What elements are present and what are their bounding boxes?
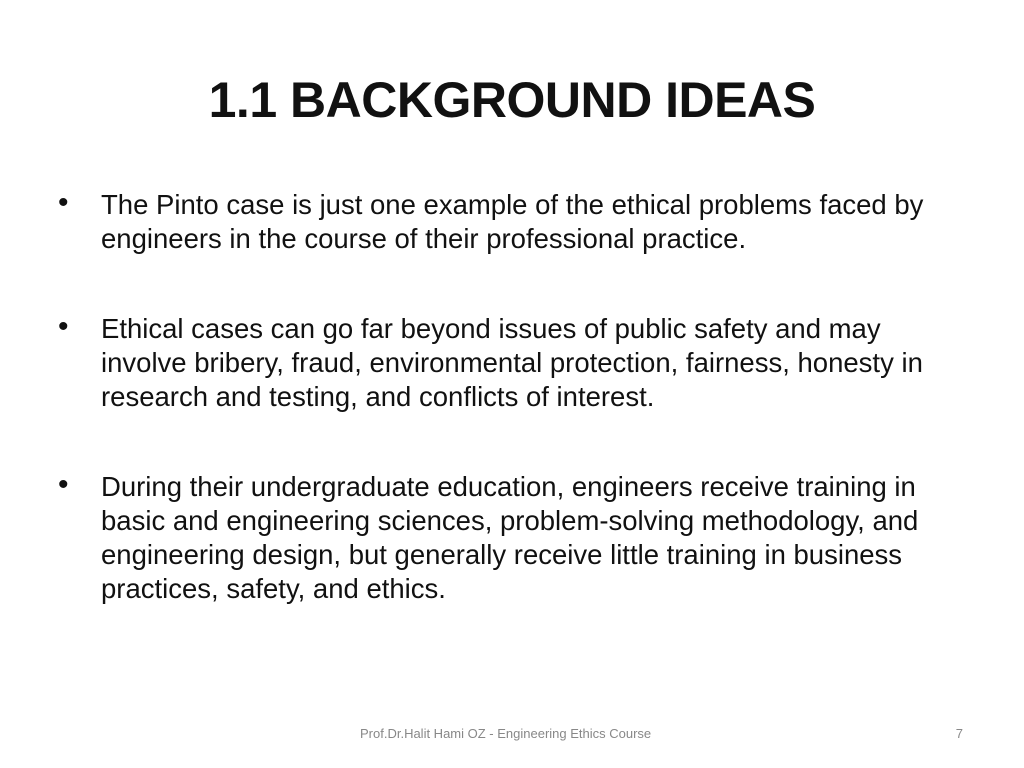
bullet-icon: • (58, 186, 69, 219)
page-number: 7 (955, 726, 963, 741)
bullet-item (58, 312, 968, 414)
slide-title: 1.1 BACKGROUND IDEAS (208, 72, 816, 128)
bullet-text: The Pinto case is just one example of the ethical problems faced by engineers in the course of their professional practice. (101, 189, 924, 254)
bullet-text: During their undergraduate education, engineers receive training in basic and engineering sciences, problem-solving methodology, and engineering design, but generally receive little training in business practices, safety, and ethics. (101, 471, 919, 604)
footer-text: Prof.Dr.Halit Hami OZ - Engineering Ethics Course (360, 726, 652, 741)
bullet-icon: • (58, 310, 69, 343)
bullet-item (58, 470, 968, 606)
bullet-icon: • (58, 468, 69, 501)
bullet-item (58, 188, 968, 256)
bullet-text: Ethical cases can go far beyond issues of public safety and may involve bribery, fraud, environmental protection, fairness, honesty in research and testing, and conflicts of interest. (101, 313, 923, 412)
bullet-list (58, 188, 968, 662)
